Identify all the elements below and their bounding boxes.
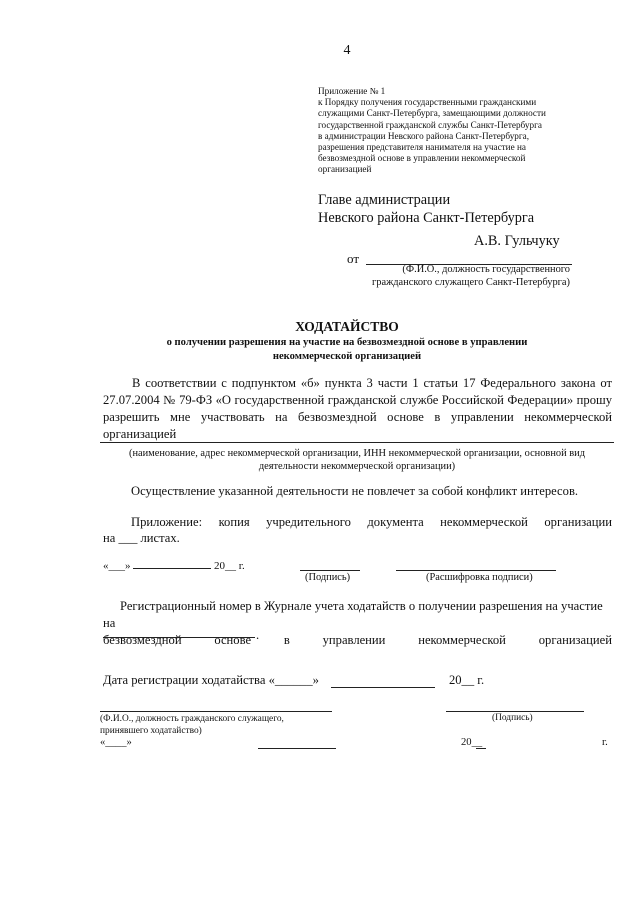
title-subtitle2: некоммерческой организацией [272,351,422,362]
receiver-signature-caption: (Подпись) [492,713,533,723]
date-month-blank [133,557,211,569]
date-day: «___» [103,560,131,572]
from-label: от [347,251,360,266]
title-subtitle1: о получении разрешения на участие на безвозмездной основе в управлении [166,337,528,348]
addressee-name: А.В. Гульчуку [474,233,560,249]
request-date [103,557,245,572]
annex-line: организацией [318,164,372,175]
request-paragraph: В соответствии с подпунктом «б» пункта 3 части 1 статьи 17 Федерального закона от 27.07.2004 № 79-ФЗ «О государственной гражданской службе Российской Федерации» прошу разрешить мне участвовать на безвозмездной основе в управлении некоммерческой организацией [103,376,612,441]
receiver-date-day: «____» [100,737,132,748]
registration-word: некоммерческой [418,633,506,647]
receiver-caption [100,713,284,737]
receiver-caption-line1: (Ф.И.О., должность гражданского служащего, [100,714,284,724]
attachment-word: копия [218,515,250,529]
from-caption-line2: гражданского служащего Санкт-Петербурга) [372,277,570,288]
receiver-date-year: 20__ [461,737,483,748]
attachment-pages: на ___ листах. [103,531,180,545]
receiver-date-year-blank [476,748,486,749]
receiver-date-g: г. [602,737,608,748]
attachment-word: некоммерческой [440,515,528,529]
addressee-line2: Невского района Санкт-Петербурга [318,210,535,226]
signature-decode-line [396,570,556,571]
attachment-word: организации [544,515,612,529]
registration-date-year: 20__ г. [448,673,485,687]
org-caption: (наименование, адрес некоммерческой организации, ИНН некоммерческой организации, основной вид деятельности некоммерческой организации) [128,448,586,472]
attachment-line [131,515,612,530]
page-number: 4 [343,43,351,58]
registration-word: основе [214,633,252,647]
registration-line1: Регистрационный номер в Журнале учета ходатайств о получении разрешения на участие на [103,599,603,630]
registration-date [103,673,484,688]
annex-line: государственной гражданской службы Санкт-Петербурга [318,119,542,130]
annex-line: в администрации Невского района Санкт-Петербурга, [318,130,530,141]
registration-paragraph [103,598,612,649]
registration-word: безвозмездной [103,633,182,647]
addressee-line1: Главе администрации [318,192,451,208]
signature-decode-caption: (Расшифровка подписи) [426,572,533,583]
signature-caption: (Подпись) [305,572,351,583]
annex-line: Приложение № 1 [318,86,386,96]
from-caption [354,263,570,289]
document-title [0,318,640,364]
registration-end-dot: . [256,628,260,642]
receiver-date-month-line [258,748,336,749]
signature-line [300,570,360,571]
annex-line: безвозмездной основе в управлении некоммерческой [318,153,526,164]
receiver-line [100,711,332,712]
attachment-word: документа [367,515,424,529]
annex-line: служащими Санкт-Петербурга, замещающими должности [318,108,546,119]
registration-number-line [103,637,255,638]
registration-date-month-blank [331,676,435,688]
attachment-word: учредительного [266,515,351,529]
registration-line2 [103,632,612,649]
org-underline [100,442,614,443]
annex-line: разрешения представителя нанимателя на участие на [318,142,526,153]
registration-word: организацией [538,633,612,647]
registration-word: управлении [322,633,386,647]
title-heading: ХОДАТАЙСТВО [295,319,399,334]
annex-reference [318,86,618,176]
receiver-caption-line2: принявшего ходатайство) [100,726,202,736]
receiver-signature-line [446,711,584,712]
attachment-word: Приложение: [131,515,203,529]
from-caption-line1: (Ф.И.О., должность государственного [402,264,570,275]
registration-date-label: Дата регистрации ходатайства «______» [103,673,319,687]
registration-word: в [283,633,290,647]
date-year: 20__ г. [214,560,245,572]
addressee-block [318,191,534,227]
conflict-statement: Осуществление указанной деятельности не повлечет за собой конфликт интересов. [131,484,579,498]
annex-line: к Порядку получения государственными гражданскими [318,97,537,108]
